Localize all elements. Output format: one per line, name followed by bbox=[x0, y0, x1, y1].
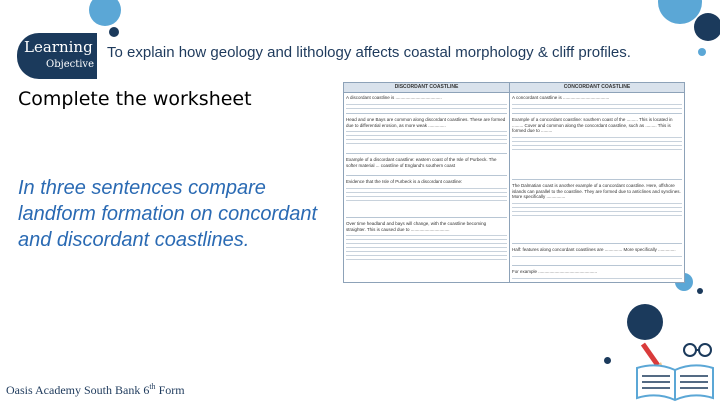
concordant-cell bbox=[512, 117, 682, 180]
concordant-cell-text: Half: features along concordant coastlines are .............. More specifically .............. bbox=[512, 247, 676, 252]
glasses-icon bbox=[684, 344, 711, 356]
books-icon bbox=[632, 340, 718, 402]
decor-dot-right-small bbox=[698, 48, 706, 56]
discordant-cell-text: Example of a discordant coastline: eastern coast of the Isle of Purbeck. The softer material ... coastline of England's southern coast bbox=[346, 157, 497, 168]
discordant-header: DISCORDANT COASTLINE bbox=[344, 83, 509, 93]
learning-objective-title: Learning bbox=[24, 38, 93, 56]
instruction-heading: Complete the worksheet bbox=[18, 88, 252, 110]
concordant-header: CONCORDANT COASTLINE bbox=[510, 83, 684, 93]
discordant-cell-text: A discordant coastline is ..................................... bbox=[346, 95, 442, 100]
discordant-cell bbox=[346, 117, 507, 154]
footer-superscript: th bbox=[149, 382, 156, 391]
decor-dot-topright-navy bbox=[694, 13, 720, 41]
learning-objective-subtitle: Objective bbox=[46, 59, 95, 70]
worksheet-table bbox=[343, 82, 685, 283]
concordant-cell bbox=[512, 95, 682, 114]
decor-dot-bottom-small bbox=[604, 357, 611, 364]
discordant-cell bbox=[346, 221, 507, 277]
concordant-cell-text: The Dalmatian coast is another example of a concordant coastline. Here, offshore islands can parallel to the coastline. They are formed due to anticlines and synclines. More specifically ............... bbox=[512, 183, 681, 199]
concordant-cell bbox=[512, 247, 682, 266]
decor-dot-right-tiny bbox=[697, 288, 703, 294]
footer-school-text: Oasis Academy South Bank 6 bbox=[6, 383, 150, 397]
discordant-cell bbox=[346, 95, 507, 114]
discordant-cell-text: Over time headland and bays will change, with the coastline becoming straighter. This is caused due to ............................... bbox=[346, 221, 487, 232]
discordant-cell-text: Head and one Bays are common along discordant coastlines. These are formed due to differential erosion, as more weak .............. bbox=[346, 117, 506, 128]
concordant-cell-text: Example of a concordant coastline: southern coast of the ......... This is located in ......... Cover and common along the concordant coastline, such as ......... This is formed due to ......... bbox=[512, 117, 673, 133]
decor-dot-top-blue bbox=[89, 0, 121, 26]
decor-dot-bottom-navy bbox=[627, 304, 663, 340]
task-text: In three sentences compare landform formation on concordant and discordant coastlines. bbox=[18, 177, 318, 251]
concordant-cell-text: For example ............................................... bbox=[512, 269, 598, 274]
discordant-cell-text: Evidence that the Isle of Purbeck is a discordant coastline: bbox=[346, 179, 463, 184]
footer-suffix: Form bbox=[155, 383, 185, 397]
concordant-cell-text: A concordant coastline is ..................................... bbox=[512, 95, 610, 100]
discordant-cell bbox=[346, 157, 507, 176]
footer-school-name bbox=[6, 382, 185, 398]
pencil-icon bbox=[641, 343, 663, 368]
concordant-cell bbox=[512, 269, 682, 281]
learning-objective-text: To explain how geology and lithology affects coastal morphology & cliff profiles. bbox=[107, 44, 631, 61]
decor-dot-top-navy bbox=[109, 27, 119, 37]
discordant-cell bbox=[346, 179, 507, 218]
discordant-column bbox=[344, 93, 509, 282]
concordant-column bbox=[510, 93, 684, 282]
concordant-cell bbox=[512, 183, 682, 244]
